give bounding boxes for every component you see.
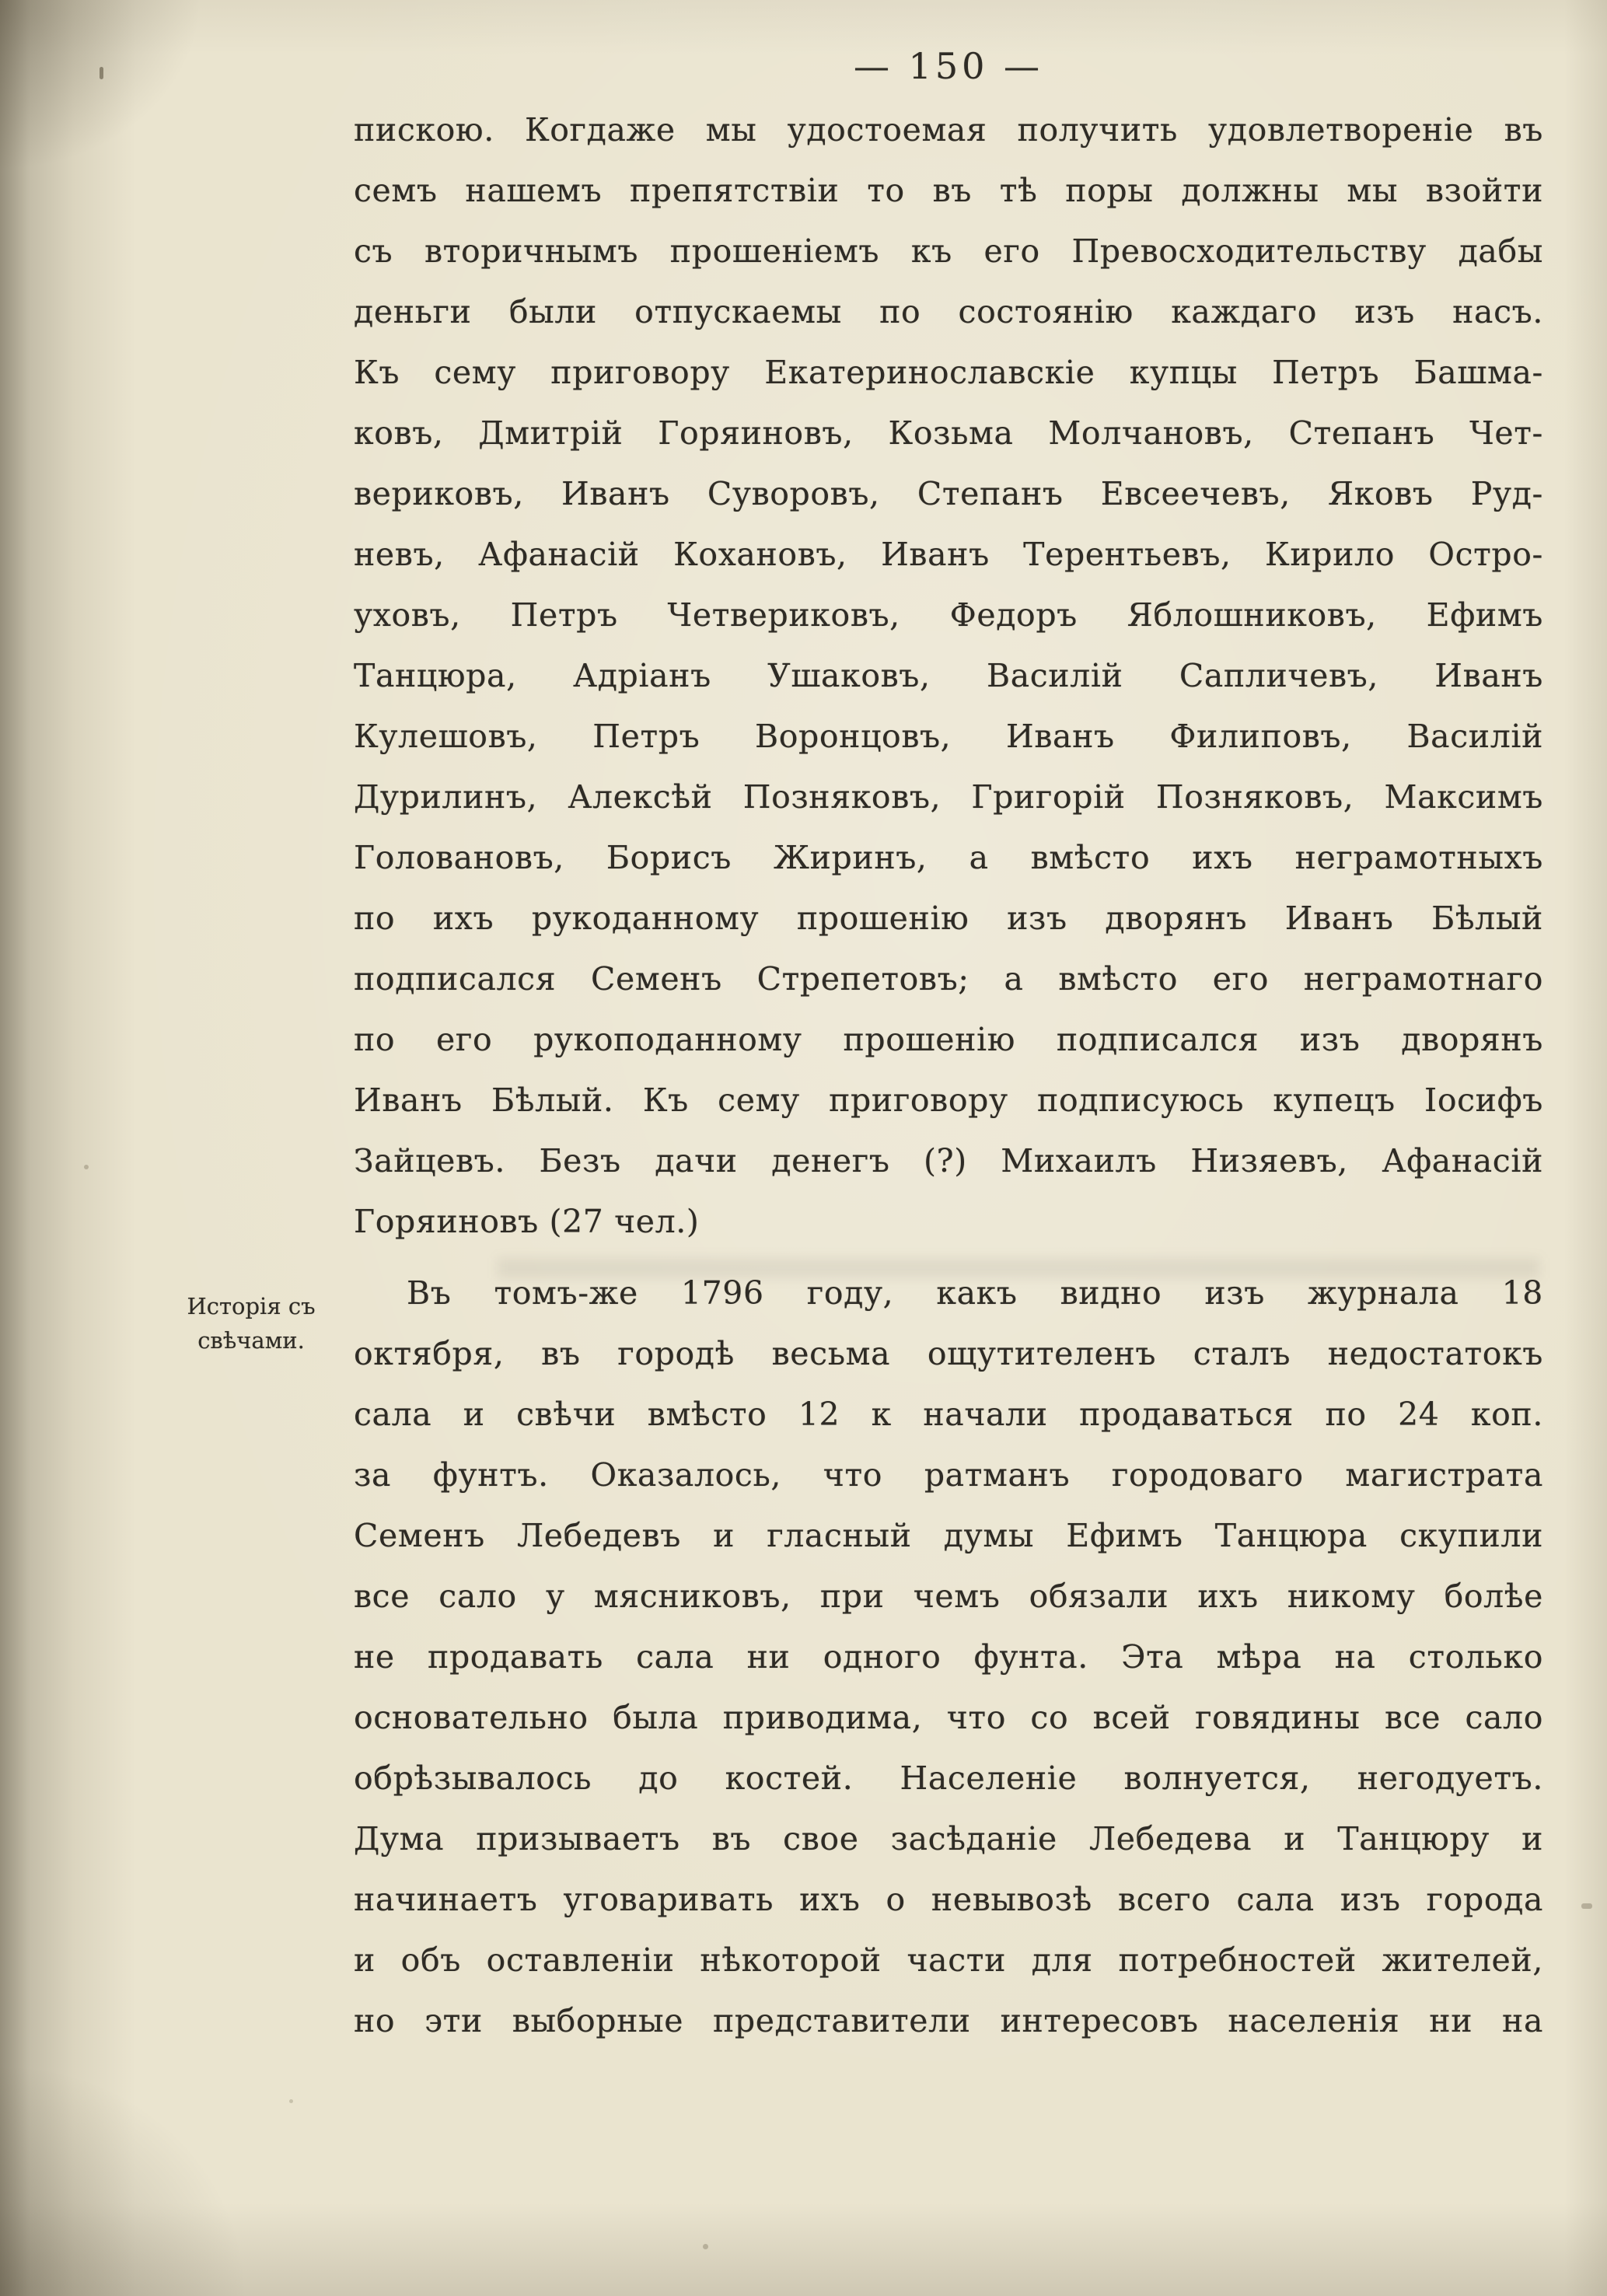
corner-shadow-top-left [0,0,202,171]
dust-speck [703,2244,708,2249]
text-line: Дума призываетъ въ свое засѣданіе Лебедева и Танцюру и [354,1820,1543,1857]
text-line: ковъ, Дмитрій Горяиновъ, Козьма Молчановъ, Степанъ Чет- [354,414,1543,452]
text-line: Дурилинъ, Алексѣй Позняковъ, Григорій Позняковъ, Максимъ [354,778,1543,816]
text-line: Головановъ, Борисъ Жиринъ, а вмѣсто ихъ неграмотныхъ [354,839,1543,876]
text-line: Горяиновъ (27 чел.) [354,1203,700,1240]
text-line: невъ, Афанасій Кохановъ, Иванъ Терентьевъ, Кирило Остро- [354,536,1543,573]
text-line: подписался Семенъ Стрепетовъ; а вмѣсто его неграмотнаго [354,960,1543,998]
text-line: деньги были отпускаемы по состоянію каждаго изъ насъ. [354,293,1543,330]
paragraph [354,1263,1543,2051]
paragraph [354,100,1543,1252]
text-line: вериковъ, Иванъ Суворовъ, Степанъ Евсеечевъ, Яковъ Руд- [354,475,1543,512]
text-line: пискою. Когдаже мы удостоемая получить удовлетвореніе въ [354,111,1543,149]
margin-note [169,1289,333,1358]
dust-speck [100,67,103,79]
margin-note-line: Исторія съ [187,1293,316,1319]
text-line: за фунтъ. Оказалось, что ратманъ городоваго магистрата [354,1456,1543,1494]
text-line: по ихъ рукоданному прошенію изъ дворянъ Иванъ Бѣлый [354,900,1543,937]
margin-note-line: свѣчами. [197,1327,305,1354]
text-line: октября, въ городѣ весьма ощутителенъ сталъ недостатокъ [354,1335,1543,1372]
dust-speck [84,1165,89,1169]
corner-shadow-bottom-left [0,2063,249,2296]
text-line: Танцюра, Адріанъ Ушаковъ, Василій Сапличевъ, Иванъ [354,657,1543,694]
text-line: съ вторичнымъ прошеніемъ къ его Превосходительству дабы [354,232,1543,270]
text-line: Семенъ Лебедевъ и гласный думы Ефимъ Танцюра скупили [354,1517,1543,1554]
text-line: не продавать сала ни одного фунта. Эта мѣра на столько [354,1638,1543,1676]
text-line: сала и свѣчи вмѣсто 12 к начали продаваться по 24 коп. [354,1396,1543,1433]
text-line: и объ оставленіи нѣкоторой части для потребностей жителей, [354,1941,1543,1979]
text-line: начинаетъ уговаривать ихъ о невывозѣ всего сала изъ города [354,1881,1543,1918]
text-line: Кулешовъ, Петръ Воронцовъ, Иванъ Филиповъ, Василій [354,718,1543,755]
text-line: Иванъ Бѣлый. Къ сему приговору подписуюсь купецъ Іосифъ [354,1082,1543,1119]
text-line: уховъ, Петръ Четвериковъ, Федоръ Яблошниковъ, Ефимъ [354,596,1543,634]
text-line: Въ томъ-же 1796 году, какъ видно изъ журнала 18 [407,1274,1543,1312]
text-line: семъ нашемъ препятствіи то въ тѣ поры должны мы взойти [354,172,1543,209]
text-line: по его рукоподанному прошенію подписался изъ дворянъ [354,1021,1543,1058]
text-line: Къ сему приговору Екатеринославскіе купцы Петръ Башма- [354,354,1543,391]
text-line: все сало у мясниковъ, при чемъ обязали ихъ никому болѣе [354,1578,1543,1615]
dust-speck [289,2099,293,2103]
page-number: — 150 — [853,45,1044,87]
text-line: обрѣзывалось до костей. Населеніе волнуется, негодуетъ. [354,1760,1543,1797]
main-text-block [354,100,1543,2051]
text-line: Зайцевъ. Безъ дачи денегъ (?) Михаилъ Низяевъ, Афанасій [354,1142,1543,1179]
text-line: но эти выборные представители интересовъ населенія ни на [354,2002,1543,2039]
text-line: основательно была приводима, что со всей говядины все сало [354,1699,1543,1736]
dust-speck [1581,1903,1592,1909]
